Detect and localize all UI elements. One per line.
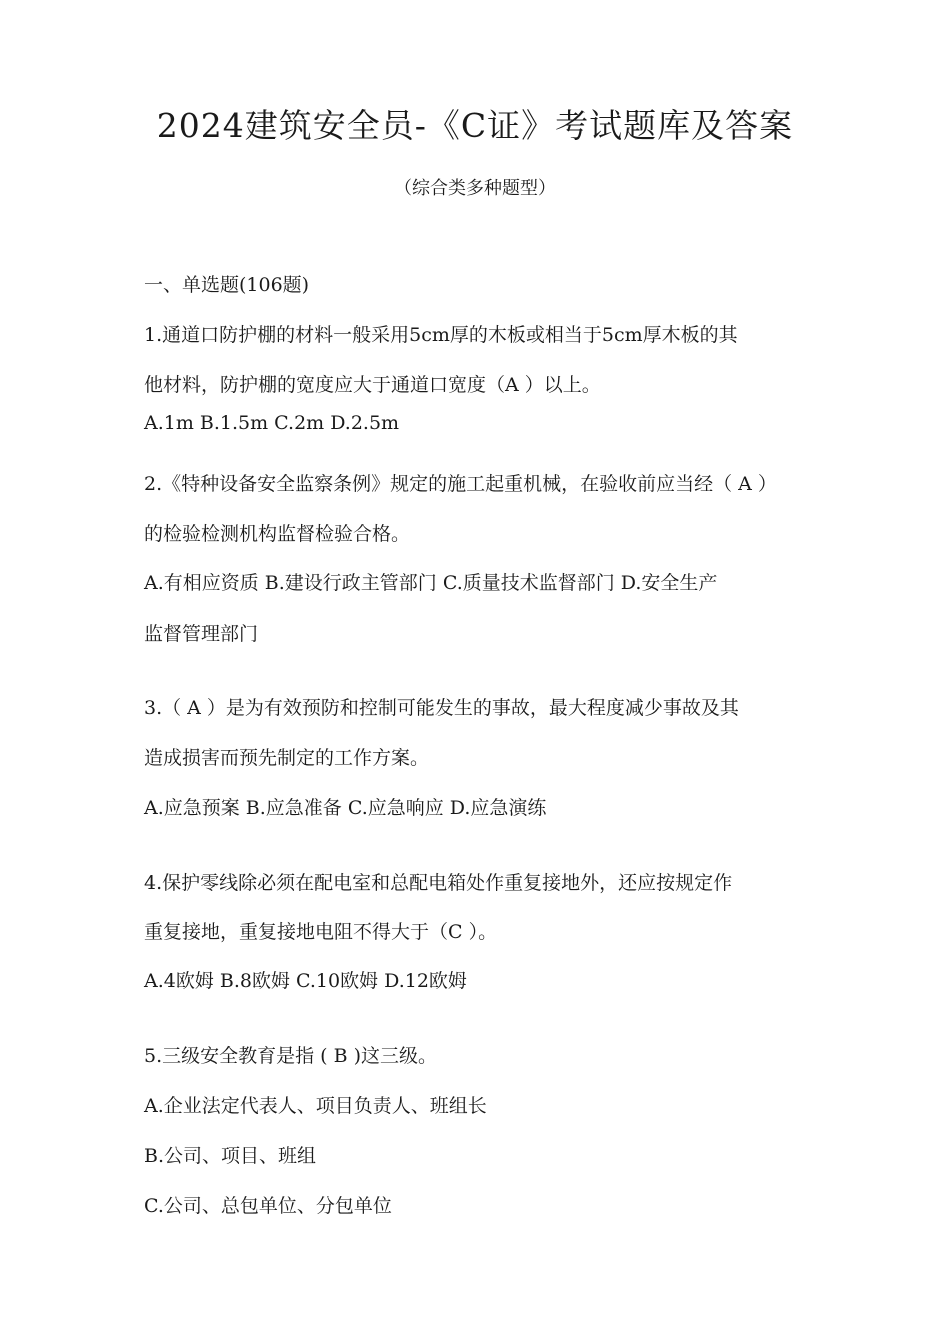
- section-heading: 一、单选题(106题): [144, 274, 310, 296]
- question-3-line-1: 3.（ A ）是为有效预防和控制可能发生的事故，最大程度减少事故及其: [144, 697, 739, 719]
- question-4-line-2: 重复接地，重复接地电阻不得大于（C ）。: [144, 921, 498, 943]
- question-2-line-2: 的检验检测机构监督检验合格。: [144, 523, 411, 545]
- question-3-line-2: 造成损害而预先制定的工作方案。: [144, 747, 430, 769]
- question-2-line-1: 2.《特种设备安全监察条例》规定的施工起重机械，在验收前应当经（ A ）: [144, 473, 777, 495]
- question-1-options: A.1m B.1.5m C.2m D.2.5m: [144, 412, 400, 434]
- document-title: 2024建筑安全员-《C证》考试题库及答案: [156, 106, 794, 145]
- question-1-line-1: 1.通道口防护棚的材料一般采用5cm厚的木板或相当于5cm厚木板的其: [144, 324, 738, 346]
- question-5-option-c: C.公司、总包单位、分包单位: [144, 1195, 392, 1217]
- question-1-line-2: 他材料，防护棚的宽度应大于通道口宽度（A ）以上。: [144, 374, 601, 396]
- document-subtitle: （综合类多种题型）: [394, 178, 556, 199]
- question-5-line-1: 5.三级安全教育是指 ( B )这三级。: [144, 1045, 438, 1067]
- question-4-line-1: 4.保护零线除必须在配电室和总配电箱处作重复接地外，还应按规定作: [144, 872, 733, 894]
- question-4-options: A.4欧姆 B.8欧姆 C.10欧姆 D.12欧姆: [144, 970, 467, 992]
- question-5-option-b: B.公司、项目、班组: [144, 1145, 317, 1167]
- question-2-options-line-2: 监督管理部门: [144, 623, 259, 645]
- question-3-options: A.应急预案 B.应急准备 C.应急响应 D.应急演练: [144, 797, 547, 819]
- question-2-options-line-1: A.有相应资质 B.建设行政主管部门 C.质量技术监督部门 D.安全生产: [144, 572, 718, 594]
- question-5-option-a: A.企业法定代表人、项目负责人、班组长: [144, 1095, 487, 1117]
